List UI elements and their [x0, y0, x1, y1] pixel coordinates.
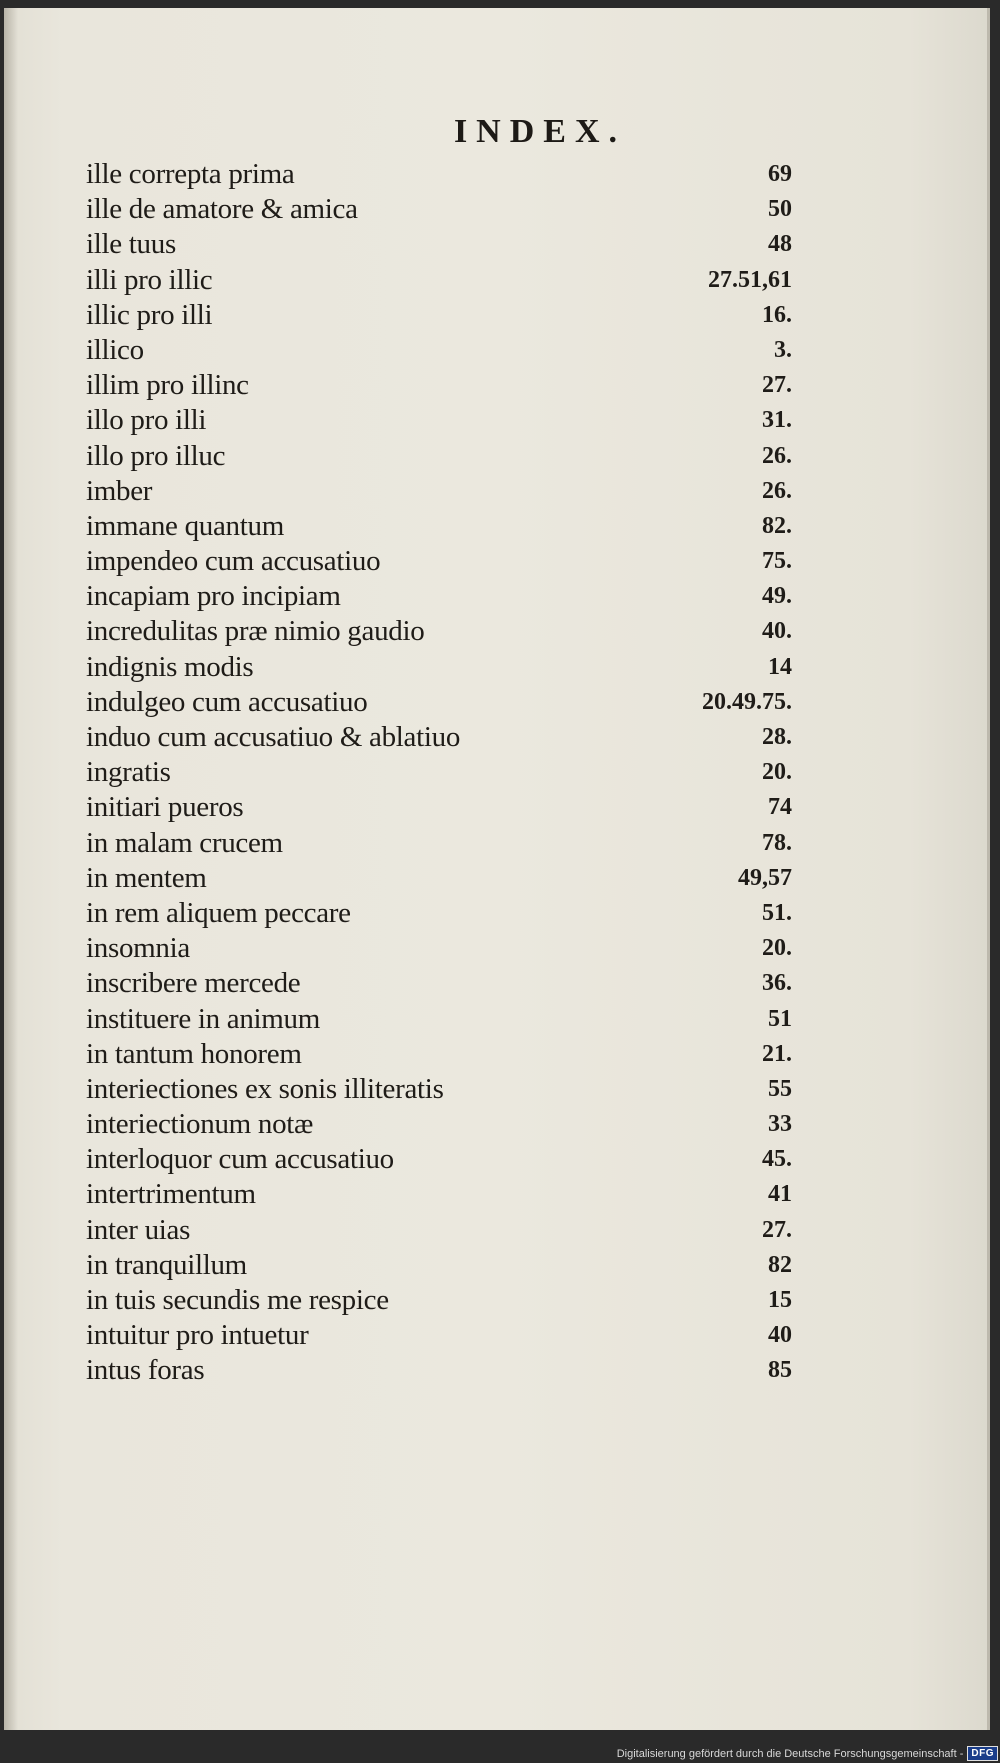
index-entry: [0, 1213, 1000, 1248]
index-page-reference: 20.49.75.: [702, 688, 792, 715]
index-entry: [0, 614, 1000, 649]
index-entry: [0, 790, 1000, 825]
index-entry: [0, 966, 1000, 1001]
index-list: [0, 157, 1000, 1389]
index-term: in mentem: [86, 861, 207, 894]
index-entry: [0, 1037, 1000, 1072]
index-page-reference: 15: [768, 1287, 792, 1313]
index-page-reference: 75.: [762, 548, 792, 575]
index-page-reference: 16.: [762, 301, 792, 328]
index-entry: [0, 1318, 1000, 1353]
index-page-reference: 33: [768, 1111, 792, 1138]
index-entry: [0, 1177, 1000, 1212]
credit-text: Digitalisierung gefördert durch die Deutsche Forschungsgemeinschaft -: [616, 1747, 964, 1760]
index-page-reference: 3.: [774, 336, 792, 363]
index-page-reference: 26.: [762, 477, 792, 504]
index-term: incapiam pro incipiam: [86, 580, 341, 613]
index-entry: [0, 826, 1000, 861]
index-term: indignis modis: [86, 650, 254, 683]
index-entry: [0, 298, 1000, 333]
index-term: incredulitas præ nimio gaudio: [86, 615, 425, 648]
index-page-reference: 85: [768, 1357, 792, 1384]
index-entry: [0, 1248, 1000, 1283]
index-term: instituere in animum: [86, 1002, 321, 1035]
index-page-reference: 28.: [762, 724, 792, 750]
index-term: insomnia: [86, 932, 190, 965]
index-entry: [0, 509, 1000, 544]
index-page-reference: 69: [768, 161, 792, 187]
index-term: ille correpta prima: [86, 158, 295, 190]
index-term: inscribere mercede: [86, 967, 301, 1000]
index-term: intuitur pro intuetur: [86, 1319, 309, 1352]
index-page-reference: 45.: [762, 1146, 792, 1173]
index-entry: [0, 685, 1000, 720]
index-entry: [0, 896, 1000, 931]
index-entry: [0, 1283, 1000, 1318]
page-heading: INDEX.: [453, 113, 627, 150]
dfg-logo: DFG: [967, 1746, 998, 1761]
index-page-reference: 50: [768, 196, 792, 223]
index-term: intertrimentum: [86, 1178, 256, 1211]
index-term: in malam crucem: [86, 826, 283, 859]
index-term: intus foras: [86, 1354, 205, 1387]
index-page-reference: 40: [768, 1322, 792, 1349]
index-page-reference: 40.: [762, 618, 792, 645]
index-page-reference: 21.: [762, 1040, 792, 1067]
index-entry: [0, 1002, 1000, 1037]
digitization-credit: [617, 1746, 998, 1761]
index-entry: [0, 755, 1000, 790]
index-page-reference: 26.: [762, 442, 792, 469]
index-term: in tantum honorem: [86, 1037, 302, 1070]
index-page-reference: 27.: [762, 372, 792, 399]
index-term: illi pro illic: [86, 263, 213, 296]
index-term: initiari pueros: [86, 791, 244, 824]
index-page-reference: 51.: [762, 899, 792, 926]
index-page-reference: 82: [768, 1251, 792, 1278]
index-page-reference: 49.: [762, 583, 792, 610]
index-term: interiectionum notæ: [86, 1108, 314, 1141]
index-term: ingratis: [86, 756, 171, 789]
index-term: impendeo cum accusatiuo: [86, 545, 381, 578]
index-term: induo cum accusatiuo & ablatiuo: [86, 721, 461, 753]
index-page-reference: 78.: [762, 829, 792, 856]
index-page-reference: 20.: [762, 935, 792, 962]
index-page-reference: 49,57: [738, 864, 792, 891]
index-entry: [0, 931, 1000, 966]
index-entry: [0, 1353, 1000, 1388]
index-entry: [0, 227, 1000, 262]
index-entry: [0, 544, 1000, 579]
index-term: ille de amatore & amica: [86, 193, 358, 226]
index-entry: [0, 1107, 1000, 1142]
index-term: in tranquillum: [86, 1248, 247, 1281]
index-page-reference: 48: [768, 231, 792, 258]
index-term: illo pro illi: [86, 404, 207, 437]
index-entry: [0, 157, 1000, 192]
index-term: indulgeo cum accusatiuo: [86, 685, 368, 718]
index-page-reference: 82.: [762, 512, 792, 539]
index-entry: [0, 333, 1000, 368]
index-entry: [0, 403, 1000, 438]
index-entry: [0, 368, 1000, 403]
index-entry: [0, 861, 1000, 896]
index-entry: [0, 1142, 1000, 1177]
index-term: in rem aliquem peccare: [86, 896, 351, 929]
index-entry: [0, 720, 1000, 755]
index-page-reference: 41: [768, 1181, 792, 1208]
index-term: inter uias: [86, 1213, 191, 1246]
index-term: illim pro illinc: [86, 369, 249, 402]
index-term: interiectiones ex sonis illiteratis: [86, 1072, 444, 1105]
index-entry: [0, 474, 1000, 509]
index-page-reference: 36.: [762, 970, 792, 997]
index-entry: [0, 192, 1000, 227]
index-term: immane quantum: [86, 509, 284, 542]
index-term: interloquor cum accusatiuo: [86, 1143, 394, 1176]
index-term: in tuis secundis me respice: [86, 1284, 389, 1316]
index-page-reference: 14: [768, 653, 792, 680]
index-page-reference: 55: [768, 1075, 792, 1102]
index-term: illico: [86, 333, 144, 366]
index-entry: [0, 650, 1000, 685]
index-term: illo pro illuc: [86, 439, 226, 472]
index-page-reference: 31.: [762, 407, 792, 434]
index-page-reference: 74: [768, 794, 792, 821]
index-entry: [0, 263, 1000, 298]
index-term: ille tuus: [86, 228, 176, 261]
index-entry: [0, 439, 1000, 474]
index-page-reference: 27.: [762, 1216, 792, 1243]
index-page-reference: 20.: [762, 759, 792, 786]
index-term: illic pro illi: [86, 298, 213, 331]
index-entry: [0, 579, 1000, 614]
index-page-reference: 51: [768, 1005, 792, 1032]
index-entry: [0, 1072, 1000, 1107]
index-page-reference: 27.51,61: [708, 266, 792, 293]
index-term: imber: [86, 474, 153, 507]
